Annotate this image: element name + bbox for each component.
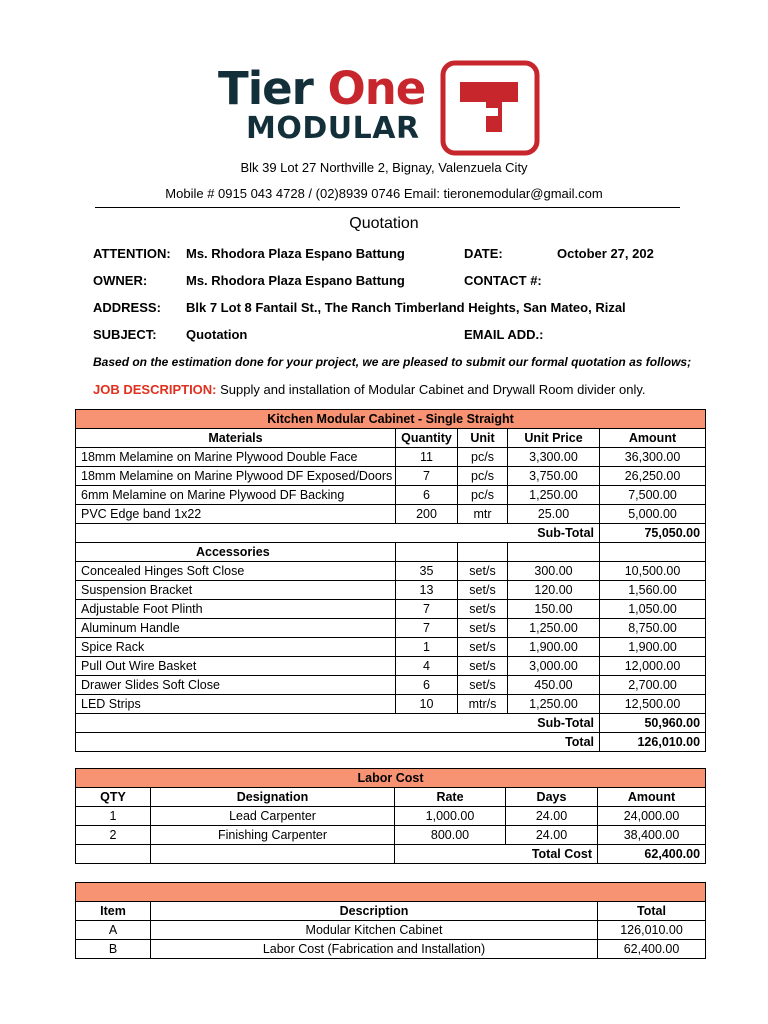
table-cell: 1,250.00: [508, 486, 600, 505]
col-header: Amount: [598, 788, 706, 807]
table-cell: Drawer Slides Soft Close: [76, 676, 396, 695]
accessory-row: [76, 600, 706, 619]
table-cell: 450.00: [508, 676, 600, 695]
col-header: Amount: [600, 429, 706, 448]
table-cell: Pull Out Wire Basket: [76, 657, 396, 676]
table-cell: Spice Rack: [76, 638, 396, 657]
table-cell: 2: [76, 826, 151, 845]
accessories-header-row: [76, 543, 706, 562]
labor-table: [75, 768, 706, 864]
email-label: EMAIL ADD.:: [464, 327, 544, 342]
table-cell: 126,010.00: [598, 921, 706, 940]
table-cell: set/s: [458, 676, 508, 695]
table-cell: 3,300.00: [508, 448, 600, 467]
document-title: Quotation: [349, 215, 419, 232]
col-header: Item: [76, 902, 151, 921]
company-logo: [218, 58, 543, 158]
summary-header-row: [76, 902, 706, 921]
logo-tier: Tier: [218, 62, 313, 115]
table-cell: PVC Edge band 1x22: [76, 505, 396, 524]
subtotal-label: Sub-Total: [508, 524, 600, 543]
table-cell: 1,900.00: [600, 638, 706, 657]
labor-row: [76, 826, 706, 845]
owner-label: OWNER:: [93, 273, 148, 288]
summary-row: [76, 940, 706, 959]
kitchen-header-row: [76, 429, 706, 448]
company-contact: Mobile # 0915 043 4728 / (02)8939 0746 Email: tieronemodular@gmail.com: [165, 186, 603, 201]
logo-one: One: [327, 62, 426, 115]
table-cell: 1,560.00: [600, 581, 706, 600]
table-cell: pc/s: [458, 467, 508, 486]
table-cell: A: [76, 921, 151, 940]
table-cell: 1,050.00: [600, 600, 706, 619]
total-row: [76, 733, 706, 752]
attention-label: ATTENTION:: [93, 246, 171, 261]
table-cell: 1,250.00: [508, 619, 600, 638]
accessory-row: [76, 619, 706, 638]
table-cell: Labor Cost (Fabrication and Installation): [151, 940, 598, 959]
table-cell: 2,700.00: [600, 676, 706, 695]
col-header: Description: [151, 902, 598, 921]
subject-value: Quotation: [186, 327, 248, 342]
table-cell: 26,250.00: [600, 467, 706, 486]
subtotal-value: 50,960.00: [600, 714, 706, 733]
table-cell: pc/s: [458, 486, 508, 505]
kitchen-title: Kitchen Modular Cabinet - Single Straight: [76, 410, 706, 429]
table-cell: 24.00: [506, 807, 598, 826]
table-cell: 4: [396, 657, 458, 676]
table-cell: Suspension Bracket: [76, 581, 396, 600]
table-cell: set/s: [458, 581, 508, 600]
job-description: [93, 382, 646, 397]
table-cell: Adjustable Foot Plinth: [76, 600, 396, 619]
summary-row: [76, 921, 706, 940]
table-cell: 24,000.00: [598, 807, 706, 826]
table-cell: set/s: [458, 619, 508, 638]
accessory-row: [76, 638, 706, 657]
table-cell: 35: [396, 562, 458, 581]
col-header: Days: [506, 788, 598, 807]
labor-title-row: [76, 769, 706, 788]
table-cell: 3,000.00: [508, 657, 600, 676]
subtotal-row: [76, 714, 706, 733]
accessories-label: Accessories: [76, 543, 396, 562]
table-cell: 6mm Melamine on Marine Plywood DF Backing: [76, 486, 396, 505]
table-cell: set/s: [458, 562, 508, 581]
total-cost-label: Total Cost: [506, 845, 598, 864]
address-value: Blk 7 Lot 8 Fantail St., The Ranch Timberland Heights, San Mateo, Rizal: [186, 300, 626, 315]
table-cell: 13: [396, 581, 458, 600]
owner-value: Ms. Rhodora Plaza Espano Battung: [186, 273, 405, 288]
subtotal-value: 75,050.00: [600, 524, 706, 543]
accessory-row: [76, 676, 706, 695]
table-cell: Aluminum Handle: [76, 619, 396, 638]
table-cell: B: [76, 940, 151, 959]
material-row: [76, 505, 706, 524]
table-cell: 18mm Melamine on Marine Plywood DF Exposed/Doors: [76, 467, 396, 486]
table-cell: Concealed Hinges Soft Close: [76, 562, 396, 581]
table-cell: Modular Kitchen Cabinet: [151, 921, 598, 940]
job-description-text: Supply and installation of Modular Cabinet and Drywall Room divider only.: [216, 382, 646, 397]
col-header: Materials: [76, 429, 396, 448]
accessory-row: [76, 581, 706, 600]
col-header: Total: [598, 902, 706, 921]
company-address: Blk 39 Lot 27 Northville 2, Bignay, Valenzuela City: [240, 160, 528, 175]
kitchen-table: [75, 409, 706, 752]
total-value: 126,010.00: [600, 733, 706, 752]
table-cell: 1,900.00: [508, 638, 600, 657]
table-cell: Finishing Carpenter: [151, 826, 395, 845]
labor-title: Labor Cost: [76, 769, 706, 788]
table-cell: 150.00: [508, 600, 600, 619]
table-cell: mtr/s: [458, 695, 508, 714]
logo-wordmark: [218, 64, 425, 114]
date-label: DATE:: [464, 246, 503, 261]
table-cell: 6: [396, 486, 458, 505]
table-cell: set/s: [458, 638, 508, 657]
col-header: Rate: [395, 788, 506, 807]
job-description-label: JOB DESCRIPTION:: [93, 382, 217, 397]
table-cell: 300.00: [508, 562, 600, 581]
table-cell: 8,750.00: [600, 619, 706, 638]
accessory-row: [76, 562, 706, 581]
labor-total-row: [76, 845, 706, 864]
table-cell: LED Strips: [76, 695, 396, 714]
table-cell: 1,000.00: [395, 807, 506, 826]
summary-table: [75, 882, 706, 959]
table-cell: 3,750.00: [508, 467, 600, 486]
table-cell: 25.00: [508, 505, 600, 524]
logo-modular: MODULAR: [246, 111, 420, 146]
table-cell: Lead Carpenter: [151, 807, 395, 826]
table-cell: 11: [396, 448, 458, 467]
accessory-row: [76, 657, 706, 676]
accessory-row: [76, 695, 706, 714]
subtotal-row: [76, 524, 706, 543]
date-value: October 27, 202: [557, 246, 654, 261]
col-header: Unit Price: [508, 429, 600, 448]
table-cell: 10,500.00: [600, 562, 706, 581]
subtotal-label: Sub-Total: [508, 714, 600, 733]
material-row: [76, 467, 706, 486]
table-cell: 12,000.00: [600, 657, 706, 676]
col-header: Quantity: [396, 429, 458, 448]
summary-title-row: [76, 883, 706, 902]
table-cell: 62,400.00: [598, 940, 706, 959]
material-row: [76, 486, 706, 505]
table-cell: set/s: [458, 657, 508, 676]
material-row: [76, 448, 706, 467]
intro-text: Based on the estimation done for your project, we are pleased to submit our formal quotation as follows;: [93, 355, 692, 369]
table-cell: 5,000.00: [600, 505, 706, 524]
table-cell: pc/s: [458, 448, 508, 467]
table-cell: 38,400.00: [598, 826, 706, 845]
address-label: ADDRESS:: [93, 300, 161, 315]
table-cell: 18mm Melamine on Marine Plywood Double Face: [76, 448, 396, 467]
total-cost-value: 62,400.00: [598, 845, 706, 864]
labor-header-row: [76, 788, 706, 807]
kitchen-title-row: [76, 410, 706, 429]
labor-row: [76, 807, 706, 826]
total-label: Total: [508, 733, 600, 752]
logo-mark-icon: [440, 60, 540, 156]
table-cell: 12,500.00: [600, 695, 706, 714]
table-cell: 10: [396, 695, 458, 714]
table-cell: 7: [396, 600, 458, 619]
table-cell: 7: [396, 619, 458, 638]
table-cell: mtr: [458, 505, 508, 524]
table-cell: 6: [396, 676, 458, 695]
table-cell: 7: [396, 467, 458, 486]
contact-label: CONTACT #:: [464, 273, 542, 288]
table-cell: 800.00: [395, 826, 506, 845]
table-cell: 24.00: [506, 826, 598, 845]
table-cell: 36,300.00: [600, 448, 706, 467]
table-cell: 200: [396, 505, 458, 524]
table-cell: 7,500.00: [600, 486, 706, 505]
col-header: Unit: [458, 429, 508, 448]
subject-label: SUBJECT:: [93, 327, 157, 342]
attention-value: Ms. Rhodora Plaza Espano Battung: [186, 246, 405, 261]
table-cell: 1,250.00: [508, 695, 600, 714]
header-divider: [95, 207, 680, 208]
table-cell: 1: [396, 638, 458, 657]
col-header: QTY: [76, 788, 151, 807]
table-cell: 1: [76, 807, 151, 826]
table-cell: 120.00: [508, 581, 600, 600]
table-cell: set/s: [458, 600, 508, 619]
col-header: Designation: [151, 788, 395, 807]
summary-title: [76, 883, 706, 902]
